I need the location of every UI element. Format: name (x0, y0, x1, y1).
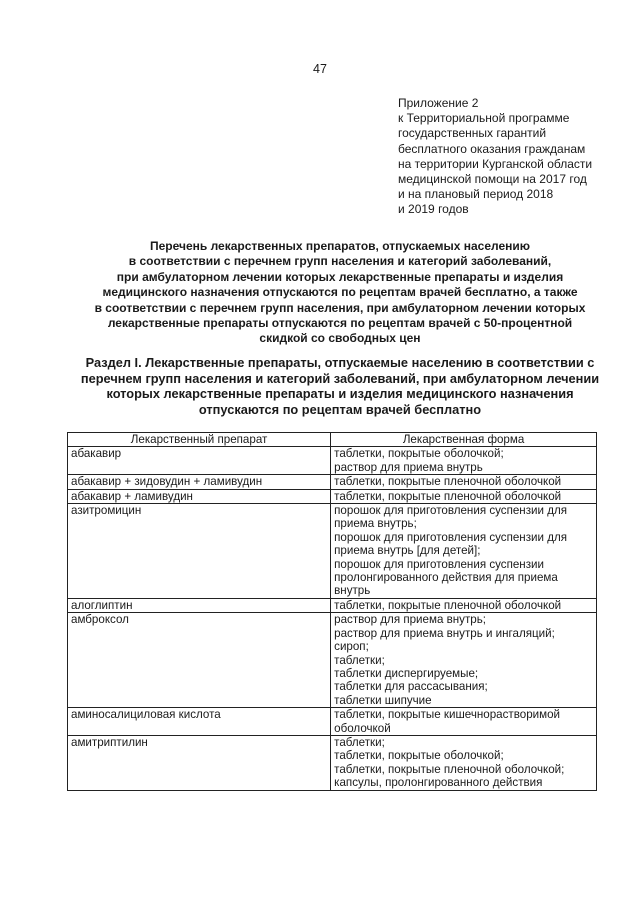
column-header-drug: Лекарственный препарат (68, 433, 331, 447)
drug-form-cell (331, 504, 597, 599)
drug-form-line: приема внутрь [для детей]; (334, 544, 481, 558)
drug-form-line: таблетки для рассасывания; (334, 680, 488, 694)
drug-form-cell (331, 708, 597, 736)
appendix-line: медицинской помощи на 2017 год (398, 172, 587, 187)
drug-form-cell (331, 489, 597, 503)
drug-name-cell: алоглиптин (68, 598, 331, 612)
drug-form-line: оболочкой (334, 721, 391, 735)
document-title (60, 239, 620, 347)
drug-form-cell (331, 447, 597, 475)
drug-form-line: сироп; (334, 640, 369, 654)
drug-form-line: таблетки, покрытые пленочной оболочкой (334, 598, 562, 612)
drug-name-cell: абакавир (68, 447, 331, 475)
drug-form-line: порошок для приготовления суспензии для (334, 530, 568, 544)
drug-form-cell (331, 735, 597, 790)
drugs-table (67, 432, 597, 791)
title-line: скидкой со свободных цен (259, 331, 421, 346)
table-row (68, 613, 597, 708)
table-row (68, 708, 597, 736)
drug-form-line: таблетки, покрытые пленочной оболочкой (334, 475, 562, 489)
drug-form-line: таблетки, покрытые пленочной оболочкой (334, 489, 562, 503)
appendix-line: государственных гарантий (398, 126, 547, 141)
section-line: Раздел I. Лекарственные препараты, отпускаемые населению в соответствии с (85, 355, 595, 370)
drug-name-cell: азитромицин (68, 504, 331, 599)
table-row (68, 598, 597, 612)
drug-name-cell: абакавир + зидовудин + ламивудин (68, 475, 331, 489)
title-line: Перечень лекарственных препаратов, отпускаемых населению (149, 239, 531, 253)
table-body (68, 447, 597, 790)
appendix-note (398, 96, 628, 218)
drug-name-cell: амброксол (68, 613, 331, 708)
drug-name-cell: аминосалициловая кислота (68, 708, 331, 736)
appendix-line: и 2019 годов (398, 202, 469, 217)
table-row (68, 504, 597, 599)
drug-form-line: пролонгированного действия для приема (334, 571, 558, 585)
appendix-line: бесплатного оказания гражданам (398, 141, 586, 156)
section-title (60, 355, 620, 417)
drug-form-line: раствор для приема внутрь и ингаляций; (334, 626, 555, 640)
page-number: 47 (313, 62, 327, 76)
title-line: в соответствии с перечнем групп населения, при амбулаторном лечении которых (94, 300, 586, 315)
table-row (68, 489, 597, 503)
column-header-form: Лекарственная форма (331, 433, 597, 447)
drug-form-line: раствор для приема внутрь (334, 460, 483, 474)
drug-form-line: таблетки, покрытые оболочкой; (334, 447, 504, 461)
table-header-row (68, 433, 597, 447)
appendix-line: Приложение 2 (398, 96, 479, 110)
drug-form-cell (331, 475, 597, 489)
title-line: в соответствии с перечнем групп населения и категорий заболеваний, (128, 254, 552, 269)
drug-form-line: таблетки; (334, 735, 385, 749)
table-row (68, 475, 597, 489)
table-row (68, 447, 597, 475)
drug-form-line: таблетки шипучие (334, 693, 432, 707)
drug-form-line: таблетки, покрытые пленочной оболочкой; (334, 762, 565, 776)
drug-form-line: таблетки диспергируемые; (334, 666, 479, 680)
appendix-line: на территории Курганской области (398, 156, 593, 171)
drug-name-cell: амитриптилин (68, 735, 331, 790)
drug-form-line: капсулы, пролонгированного действия (334, 776, 543, 790)
drug-form-line: порошок для приготовления суспензии (334, 557, 544, 571)
drug-form-line: таблетки, покрытые кишечнорастворимой (334, 708, 561, 722)
section-line: которых лекарственные препараты и изделия медицинского назначения (106, 386, 574, 402)
section-line: отпускаются по рецептам врачей бесплатно (198, 401, 482, 417)
appendix-line: к Территориальной программе (398, 111, 570, 126)
title-line: при амбулаторном лечении которых лекарственные препараты и изделия (116, 269, 564, 284)
drug-name-cell: абакавир + ламивудин (68, 489, 331, 503)
title-line: медицинского назначения отпускаются по рецептам врачей бесплатно, а также (102, 285, 578, 300)
drug-form-line: таблетки, покрытые оболочкой; (334, 749, 504, 763)
drug-form-line: приема внутрь; (334, 517, 417, 531)
title-line: лекарственные препараты отпускаются по рецептам врачей с 50-процентной (107, 316, 573, 331)
appendix-line: и на плановый период 2018 (398, 187, 554, 202)
section-line: перечнем групп населения и категорий заболеваний, при амбулаторном лечении (80, 370, 600, 386)
drug-form-line: раствор для приема внутрь; (334, 613, 486, 627)
drug-form-cell (331, 598, 597, 612)
drug-form-line: таблетки; (334, 653, 385, 667)
drug-form-cell (331, 613, 597, 708)
table-row (68, 735, 597, 790)
drug-form-line: порошок для приготовления суспензии для (334, 504, 568, 518)
drug-form-line: внутрь (334, 584, 371, 598)
